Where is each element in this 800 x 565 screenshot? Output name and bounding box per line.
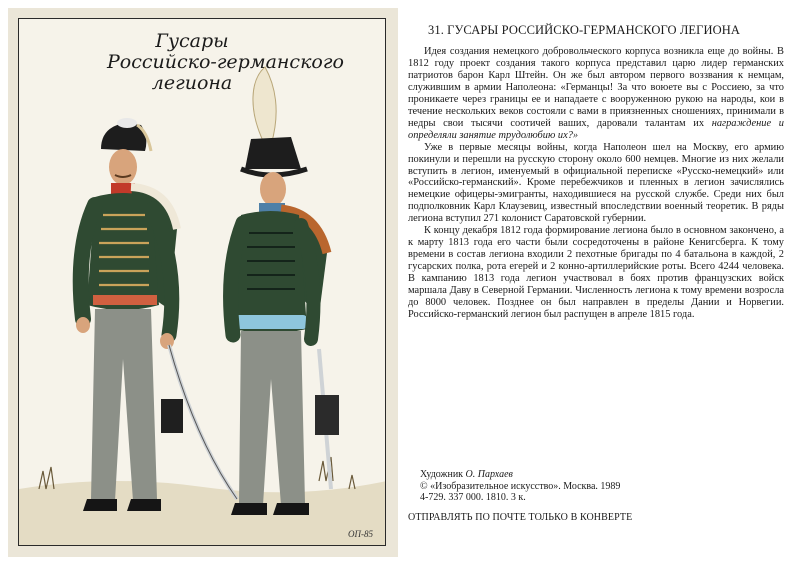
illustration-card <box>8 8 398 557</box>
hussar-right <box>231 67 339 515</box>
credits <box>420 469 620 504</box>
hussar-left <box>76 118 237 511</box>
illustration-frame <box>18 18 386 546</box>
trousers-right <box>239 331 305 505</box>
illustration-title <box>107 30 344 94</box>
paragraph-3: К концу декабря 1812 года формирование легиона было в основном закончено, а к марту 1813 года его части были сосредоточены в районе Кенигсберга. К тому времени в состав легиона входили 2 пехотные бригады по 4 батальона в каждой, 2 гусарских полка, рота егерей и 2 конно-артиллерийские роты. Всего 4244 человека. В кампанию 1813 года легион участвовал в боях против французских войск маршала Даву в Северной Германии. Численность легиона к тому времени возросла до 8000 человек. Позднее он был направлен в пределы Дании и Норвегии. Российско-германский легион был распущен в апреле 1815 года. <box>408 225 784 320</box>
quote-italic: награждение и определяли занятие трудолюбию их?» <box>408 117 784 141</box>
illustration-title-line-2: Российско-германского <box>107 51 344 73</box>
trousers-left <box>91 309 157 501</box>
mailing-note: ОТПРАВЛЯТЬ ПО ПОЧТЕ ТОЛЬКО В КОНВЕРТЕ <box>408 512 633 523</box>
sash-right <box>235 315 307 329</box>
ground <box>19 481 386 546</box>
hussars-illustration <box>19 19 386 546</box>
paragraph-1: Идея создания немецкого добровольческого корпуса возникла еще до войны. В 1812 году проект создания такого корпуса представил царю лидер германских патриотов барон Карл Штейн. Он же был автором первого воззвания к немцам, служившим в армии Наполеона: «Германцы! За что воюете вы с Россиею, за что проникаете через границы ее и нападаете с вооруженною рукою на народы, кои в течение нескольких веков состояли с вами в приязненных сношениях, принимали в недры свои тысячи соотичей ваших, даровали талантам их награждение и определяли занятие трудолюбию их?» <box>408 46 784 141</box>
print-code: 4-729. 337 000. 1810. 3 к. <box>420 492 526 503</box>
shako-right <box>245 137 301 169</box>
publisher-line: © «Изобразительное искусство». Москва. 1989 <box>420 480 621 492</box>
face-right <box>260 172 286 206</box>
card-heading: 31. ГУСАРЫ РОССИЙСКО-ГЕРМАНСКОГО ЛЕГИОНА <box>428 23 741 37</box>
paragraph-2: Уже в первые месяцы войны, когда Наполеон шел на Москву, его армию покинули и перешли на русскую сторону около 600 немцев. Многие из них желали вступить в легион, именуемый в официальной переписке «Русско-немецкий» или «Российско-германский». Кроме перебежчиков и пленных в легион зачислялись немецкие офицеры-эмигранты, находившиеся на русской службе. Среди них был подполковник Карл Клаузевиц, известный впоследствии военный теоретик. В ряды легиона вступил 271 колонист Саратовской губернии. <box>408 141 784 225</box>
face-left <box>109 149 137 185</box>
artist-label: Художник <box>420 469 464 480</box>
illustration-title-line-3: легиона <box>151 72 233 94</box>
artist-credit <box>420 469 620 481</box>
artist-signature: ОП-85 <box>348 529 373 539</box>
artist-name: О. Пархаев <box>465 469 513 480</box>
illustration-title-line-1: Гусары <box>155 30 229 52</box>
text-panel <box>408 22 784 321</box>
